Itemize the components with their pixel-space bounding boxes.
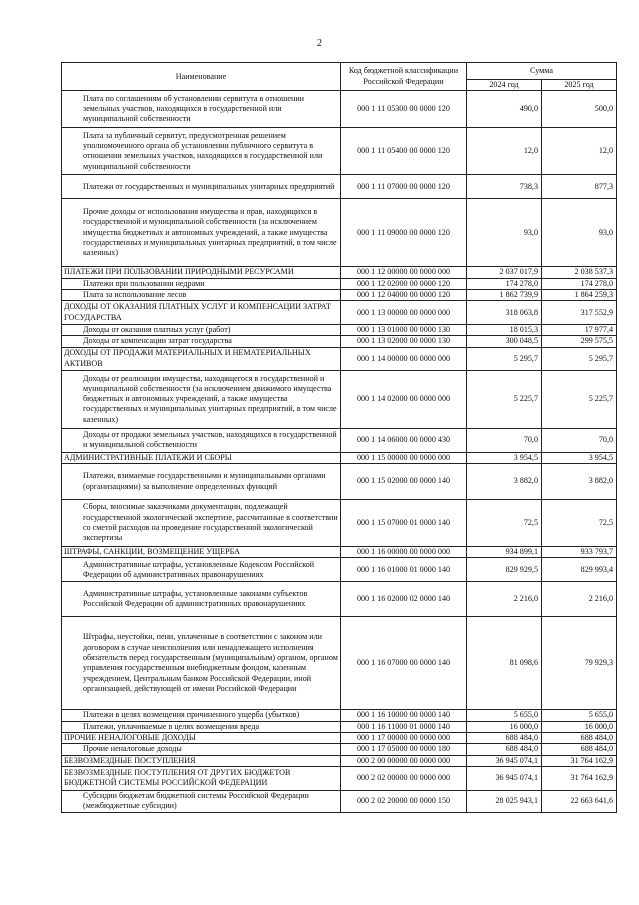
row-value-2025: 5 655,0 (542, 710, 617, 721)
row-value-2024: 5 655,0 (467, 710, 542, 721)
row-value-2025: 72,5 (542, 500, 617, 547)
column-header-2025: 2025 год (542, 80, 617, 91)
row-code: 000 1 11 07000 00 0000 120 (341, 175, 467, 199)
row-code: 000 1 16 00000 00 0000 000 (341, 547, 467, 558)
row-value-2024: 1 862 739,9 (467, 289, 542, 300)
table-row (62, 301, 617, 325)
row-name: Штрафы, неустойки, пени, уплаченные в соответствии с законом или договором в случае неисполнения или ненадлежащего исполнения обязательств перед государственным (муниципальным) органом, органом управления государственным внебюджетным фондом, казенным учреждением, Центральным банком Российской Федерации, иной организацией, действующей от имени Российской Федерации (62, 617, 341, 710)
row-code: 000 1 13 00000 00 0000 000 (341, 301, 467, 325)
row-code: 000 1 11 09000 00 0000 120 (341, 199, 467, 267)
row-value-2024: 318 063,8 (467, 301, 542, 325)
row-value-2024: 72,5 (467, 500, 542, 547)
row-value-2025: 79 929,3 (542, 617, 617, 710)
row-value-2024: 490,0 (467, 91, 542, 128)
table-row (62, 347, 617, 370)
row-value-2024: 81 098,6 (467, 617, 542, 710)
row-value-2024: 18 015,3 (467, 325, 542, 336)
row-code: 000 1 16 02000 02 0000 140 (341, 582, 467, 617)
row-name: ДОХОДЫ ОТ ПРОДАЖИ МАТЕРИАЛЬНЫХ И НЕМАТЕРИАЛЬНЫХ АКТИВОВ (62, 347, 341, 370)
row-value-2025: 933 793,7 (542, 547, 617, 558)
table-row (62, 175, 617, 199)
table-row (62, 267, 617, 278)
row-value-2025: 22 663 641,6 (542, 790, 617, 812)
table-row (62, 289, 617, 300)
row-code: 000 2 00 00000 00 0000 000 (341, 755, 467, 766)
row-value-2024: 5 295,7 (467, 347, 542, 370)
row-code: 000 1 14 06000 00 0000 430 (341, 428, 467, 452)
row-value-2024: 28 025 943,1 (467, 790, 542, 812)
row-value-2024: 174 278,0 (467, 278, 542, 289)
row-value-2025: 70,0 (542, 428, 617, 452)
table-row (62, 755, 617, 766)
row-code: 000 1 12 04000 00 0000 120 (341, 289, 467, 300)
row-value-2024: 738,3 (467, 175, 542, 199)
row-code: 000 1 17 00000 00 0000 000 (341, 732, 467, 743)
row-value-2024: 93,0 (467, 199, 542, 267)
row-value-2024: 688 484,0 (467, 732, 542, 743)
row-value-2025: 1 864 259,3 (542, 289, 617, 300)
row-value-2025: 5 225,7 (542, 370, 617, 428)
row-value-2025: 17 977,4 (542, 325, 617, 336)
row-value-2025: 2 216,0 (542, 582, 617, 617)
row-name: Прочие доходы от использования имущества и прав, находящихся в государственной и муниципальной собственности (за исключением имущества бюджетных и автономных учреждений, а также имущества государственных и муниципальных унитарных предприятий, в том числе казенных) (62, 199, 341, 267)
row-code: 000 1 11 05400 00 0000 120 (341, 128, 467, 175)
row-name: Доходы от продажи земельных участков, находящихся в государственной и муниципальной собственности (62, 428, 341, 452)
row-name: Плата за публичный сервитут, предусмотренная решением уполномоченного органа об установлении публичного сервитута в отношении земельных участков, находящихся в государственной или муниципальной собственности (62, 128, 341, 175)
row-code: 000 1 16 01000 01 0000 140 (341, 558, 467, 582)
row-value-2024: 12,0 (467, 128, 542, 175)
row-name: Доходы от компенсации затрат государства (62, 336, 341, 347)
row-name: Доходы от оказания платных услуг (работ) (62, 325, 341, 336)
row-value-2024: 829 929,5 (467, 558, 542, 582)
table-row (62, 721, 617, 732)
row-name: ШТРАФЫ, САНКЦИИ, ВОЗМЕЩЕНИЕ УЩЕРБА (62, 547, 341, 558)
row-code: 000 1 15 00000 00 0000 000 (341, 452, 467, 463)
row-name: Плата по соглашениям об установлении сервитута в отношении земельных участков, находящихся в государственной или муниципальной собственности (62, 91, 341, 128)
table-row (62, 325, 617, 336)
row-value-2024: 16 000,0 (467, 721, 542, 732)
row-code: 000 1 12 00000 00 0000 000 (341, 267, 467, 278)
row-name: АДМИНИСТРАТИВНЫЕ ПЛАТЕЖИ И СБОРЫ (62, 452, 341, 463)
table-row (62, 558, 617, 582)
row-name: БЕЗВОЗМЕЗДНЫЕ ПОСТУПЛЕНИЯ ОТ ДРУГИХ БЮДЖЕТОВ БЮДЖЕТНОЙ СИСТЕМЫ РОССИЙСКОЙ ФЕДЕРАЦИИ (62, 766, 341, 790)
row-code: 000 1 11 05300 00 0000 120 (341, 91, 467, 128)
row-name: Платежи при пользовании недрами (62, 278, 341, 289)
row-value-2024: 5 225,7 (467, 370, 542, 428)
column-header-sum: Сумма (467, 63, 617, 80)
table-body (62, 91, 617, 813)
row-value-2025: 3 882,0 (542, 464, 617, 500)
row-value-2024: 3 954,5 (467, 452, 542, 463)
row-value-2025: 2 038 537,3 (542, 267, 617, 278)
row-name: Платежи в целях возмещения причиненного ущерба (убытков) (62, 710, 341, 721)
table-row (62, 500, 617, 547)
row-code: 000 2 02 20000 00 0000 150 (341, 790, 467, 812)
row-value-2025: 5 295,7 (542, 347, 617, 370)
row-value-2024: 36 945 074,1 (467, 766, 542, 790)
column-header-name: Наименование (62, 63, 341, 91)
row-value-2025: 500,0 (542, 91, 617, 128)
table-row (62, 278, 617, 289)
row-name: Платежи, уплачиваемые в целях возмещения вреда (62, 721, 341, 732)
row-value-2024: 36 945 074,1 (467, 755, 542, 766)
table-row (62, 91, 617, 128)
row-name: ПРОЧИЕ НЕНАЛОГОВЫЕ ДОХОДЫ (62, 732, 341, 743)
row-name: Платежи от государственных и муниципальных унитарных предприятий (62, 175, 341, 199)
row-value-2025: 688 484,0 (542, 732, 617, 743)
row-name: Прочие неналоговые доходы (62, 744, 341, 755)
row-value-2025: 12,0 (542, 128, 617, 175)
row-code: 000 1 16 07000 00 0000 140 (341, 617, 467, 710)
row-name: Платежи, взимаемые государственными и муниципальными органами (организациями) за выполнение определенных функций (62, 464, 341, 500)
column-header-code: Код бюджетной классификации Российской Федерации (341, 63, 467, 91)
table-row (62, 428, 617, 452)
row-value-2025: 31 764 162,9 (542, 755, 617, 766)
row-value-2025: 688 484,0 (542, 744, 617, 755)
row-value-2025: 93,0 (542, 199, 617, 267)
row-code: 000 1 16 10000 00 0000 140 (341, 710, 467, 721)
row-name: БЕЗВОЗМЕЗДНЫЕ ПОСТУПЛЕНИЯ (62, 755, 341, 766)
row-name: Субсидии бюджетам бюджетной системы Российской Федерации (межбюджетные субсидии) (62, 790, 341, 812)
revenue-table (61, 62, 617, 813)
table-row (62, 370, 617, 428)
row-value-2024: 934 899,1 (467, 547, 542, 558)
page-number: 2 (317, 38, 322, 49)
row-name: Административные штрафы, установленные законами субъектов Российской Федерации об административных правонарушениях (62, 582, 341, 617)
row-code: 000 1 14 02000 00 0000 000 (341, 370, 467, 428)
row-value-2024: 70,0 (467, 428, 542, 452)
row-code: 000 1 16 11000 01 0000 140 (341, 721, 467, 732)
table-row (62, 128, 617, 175)
row-code: 000 1 17 05000 00 0000 180 (341, 744, 467, 755)
row-value-2024: 300 048,5 (467, 336, 542, 347)
row-code: 000 1 15 07000 01 0000 140 (341, 500, 467, 547)
table-row (62, 732, 617, 743)
row-value-2024: 688 484,0 (467, 744, 542, 755)
row-value-2024: 2 216,0 (467, 582, 542, 617)
table-row (62, 582, 617, 617)
row-value-2025: 299 575,5 (542, 336, 617, 347)
row-value-2025: 877,3 (542, 175, 617, 199)
table-row (62, 199, 617, 267)
row-code: 000 1 12 02000 00 0000 120 (341, 278, 467, 289)
row-value-2024: 2 037 017,9 (467, 267, 542, 278)
row-code: 000 1 13 01000 00 0000 130 (341, 325, 467, 336)
table-row (62, 452, 617, 463)
row-value-2025: 3 954,5 (542, 452, 617, 463)
row-code: 000 1 15 02000 00 0000 140 (341, 464, 467, 500)
row-value-2025: 31 764 162,9 (542, 766, 617, 790)
table-row (62, 766, 617, 790)
row-value-2025: 317 552,9 (542, 301, 617, 325)
row-value-2025: 829 993,4 (542, 558, 617, 582)
table-row (62, 617, 617, 710)
row-code: 000 1 13 02000 00 0000 130 (341, 336, 467, 347)
row-name: Плата за использование лесов (62, 289, 341, 300)
row-value-2025: 174 278,0 (542, 278, 617, 289)
row-name: Сборы, вносимые заказчиками документации, подлежащей государственной экологической экспертизе, рассчитанные в соответствии со сметой расходов на проведение государственной экологической экспертизы (62, 500, 341, 547)
row-code: 000 2 02 00000 00 0000 000 (341, 766, 467, 790)
row-name: Доходы от реализации имущества, находящегося в государственной и муниципальной собственности (за исключением движимого имущества бюджетных и автономных учреждений, а также имущества государственных и муниципальных унитарных предприятий, в том числе казенных) (62, 370, 341, 428)
row-value-2025: 16 000,0 (542, 721, 617, 732)
table-row (62, 710, 617, 721)
table-row (62, 790, 617, 812)
row-code: 000 1 14 00000 00 0000 000 (341, 347, 467, 370)
column-header-2024: 2024 год (467, 80, 542, 91)
row-name: ПЛАТЕЖИ ПРИ ПОЛЬЗОВАНИИ ПРИРОДНЫМИ РЕСУРСАМИ (62, 267, 341, 278)
row-name: ДОХОДЫ ОТ ОКАЗАНИЯ ПЛАТНЫХ УСЛУГ И КОМПЕНСАЦИИ ЗАТРАТ ГОСУДАРСТВА (62, 301, 341, 325)
row-value-2024: 3 882,0 (467, 464, 542, 500)
table-row (62, 744, 617, 755)
table-row (62, 547, 617, 558)
table-row (62, 464, 617, 500)
row-name: Административные штрафы, установленные Кодексом Российской Федерации об административных правонарушениях (62, 558, 341, 582)
table-row (62, 336, 617, 347)
